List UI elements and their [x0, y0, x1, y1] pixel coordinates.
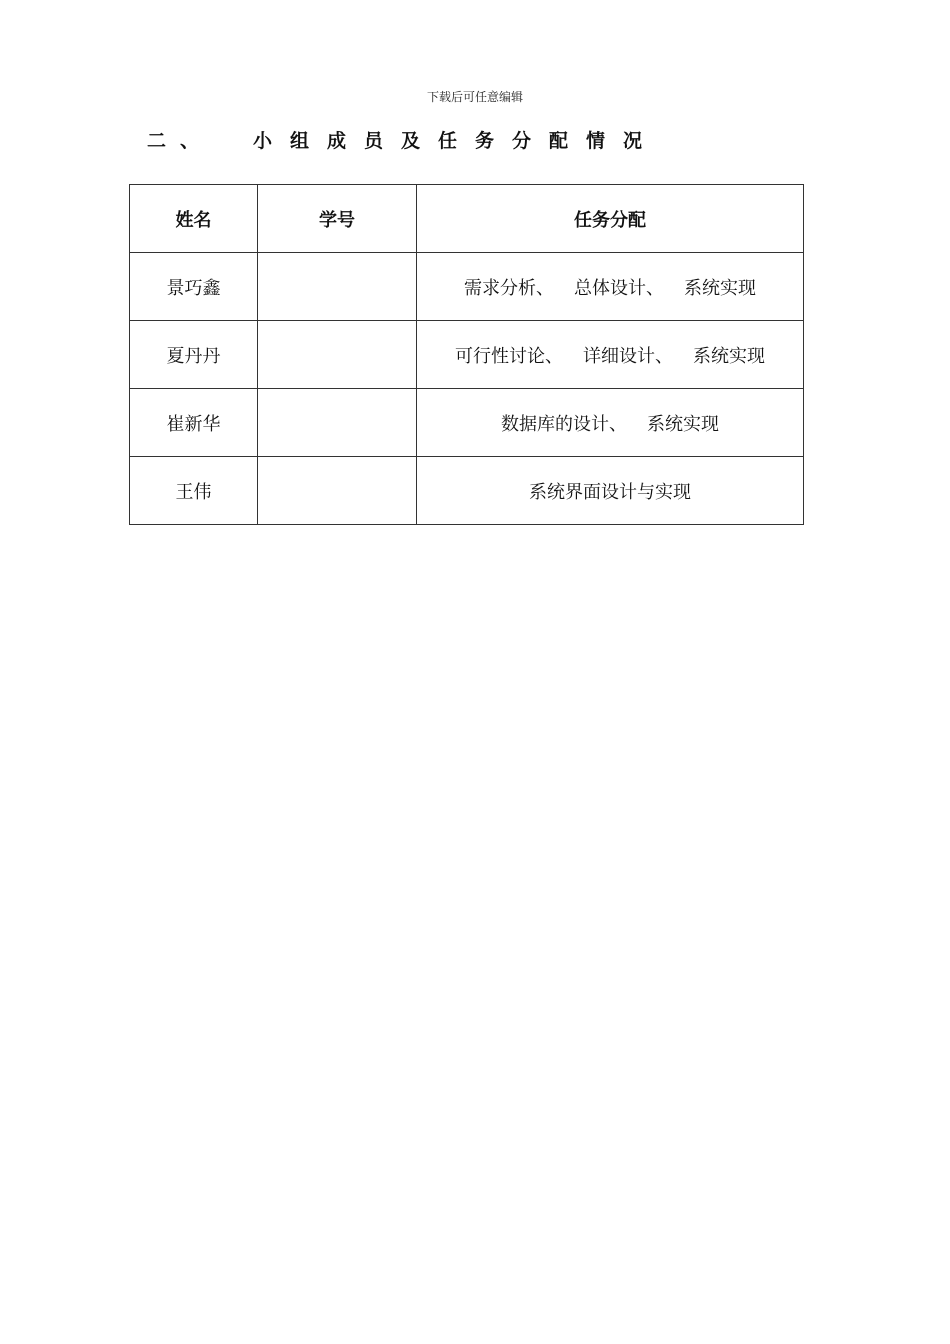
member-name: 景巧鑫: [130, 253, 258, 321]
member-id: [258, 389, 417, 457]
column-header-tasks: 任务分配: [417, 185, 804, 253]
table-row: [130, 389, 804, 457]
task-item: 详细设计、: [583, 345, 673, 367]
member-id: [258, 457, 417, 525]
section-title: [147, 126, 660, 153]
member-id: [258, 321, 417, 389]
member-name: 王伟: [130, 457, 258, 525]
task-item: 系统实现: [647, 413, 719, 435]
table-header-row: [130, 185, 804, 253]
task-item: 系统实现: [684, 277, 756, 299]
table-row: [130, 321, 804, 389]
task-item: 系统实现: [693, 345, 765, 367]
column-header-id: 学号: [258, 185, 417, 253]
table-row: [130, 253, 804, 321]
task-item: 总体设计、: [574, 277, 664, 299]
task-item: 数据库的设计、: [501, 413, 627, 435]
task-item: 系统界面设计与实现: [529, 481, 691, 503]
task-item: 需求分析、: [464, 277, 554, 299]
member-name: 夏丹丹: [130, 321, 258, 389]
section-title-text: 小组成员及任务分配情况: [253, 130, 661, 152]
table-row: [130, 457, 804, 525]
section-number: 二、: [147, 130, 214, 152]
member-tasks: [417, 321, 804, 389]
member-tasks: [417, 253, 804, 321]
member-tasks: [417, 389, 804, 457]
task-item: 可行性讨论、: [455, 345, 563, 367]
member-tasks: [417, 457, 804, 525]
member-name: 崔新华: [130, 389, 258, 457]
member-task-table: [129, 184, 804, 525]
column-header-name: 姓名: [130, 185, 258, 253]
page-header-note: 下载后可任意编辑: [426, 90, 523, 104]
member-id: [258, 253, 417, 321]
